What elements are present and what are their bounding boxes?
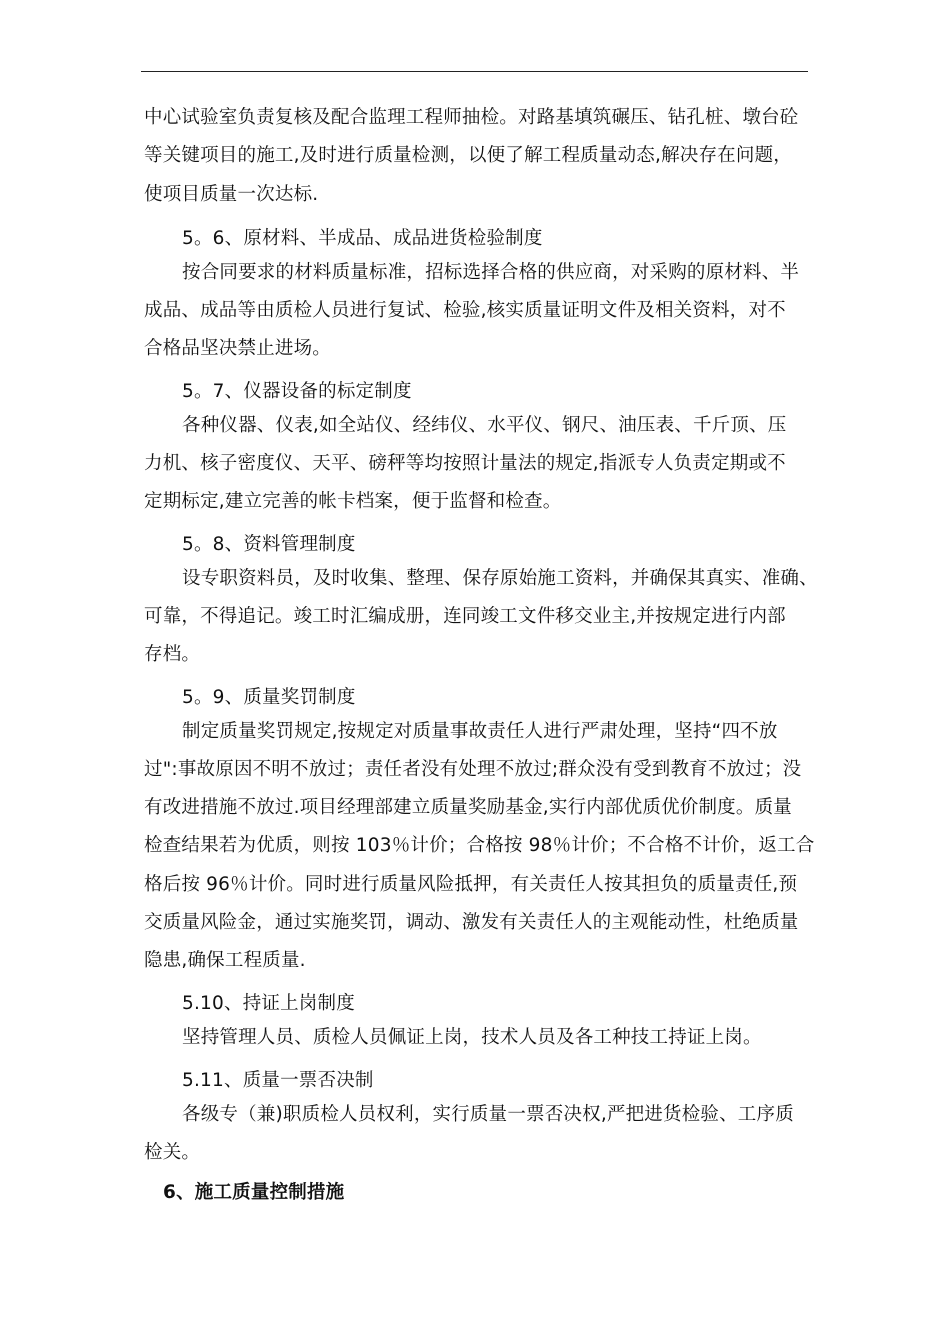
body-text-line: 有改进措施不放过.项目经理部建立质量奖励基金,实行内部优质优价制度。质量: [144, 797, 792, 818]
header-rule: [141, 71, 808, 72]
section-heading-5-7: 5。7、仪器设备的标定制度: [182, 381, 412, 402]
body-text-line: 按合同要求的材料质量标准，招标选择合格的供应商，对采购的原材料、半: [182, 262, 800, 283]
body-text-line: 成品、成品等由质检人员进行复试、检验,核实质量证明文件及相关资料，对不: [144, 300, 786, 321]
body-text-line: 格后按 96％计价。同时进行质量风险抵押，有关责任人按其担负的质量责任,预: [144, 874, 798, 895]
body-text-line: 可靠，不得追记。竣工时汇编成册，连同竣工文件移交业主,并按规定进行内部: [144, 606, 786, 627]
body-text-line: 隐患,确保工程质量.: [144, 950, 306, 971]
body-text-line: 过":事故原因不明不放过；责任者没有处理不放过;群众没有受到教育不放过；没: [144, 759, 802, 780]
body-text-line: 各种仪器、仪表,如全站仪、经纬仪、水平仪、钢尺、油压表、千斤顶、压: [182, 415, 787, 436]
body-text-line: 检关。: [144, 1142, 201, 1163]
chapter-heading-6: 6、施工质量控制措施: [163, 1182, 345, 1203]
section-heading-5-11: 5.11、质量一票否决制: [182, 1070, 374, 1091]
section-heading-5-6: 5。6、原材料、半成品、成品进货检验制度: [182, 228, 543, 249]
body-text-line: 制定质量奖罚规定,按规定对质量事故责任人进行严肃处理，坚持“四不放: [182, 721, 778, 742]
body-text-line: 力机、核子密度仪、天平、磅秤等均按照计量法的规定,指派专人负责定期或不: [144, 453, 786, 474]
section-heading-5-8: 5。8、资料管理制度: [182, 534, 356, 555]
body-text-line: 中心试验室负责复核及配合监理工程师抽检。对路基填筑碾压、钻孔桩、墩台砼: [144, 107, 799, 128]
body-text-line: 设专职资料员，及时收集、整理、保存原始施工资料，并确保其真实、准确、: [182, 568, 818, 589]
section-heading-5-9: 5。9、质量奖罚制度: [182, 687, 356, 708]
body-text-line: 坚持管理人员、质检人员佩证上岗，技术人员及各工种技工持证上岗。: [182, 1027, 762, 1048]
body-text-line: 定期标定,建立完善的帐卡档案，便于监督和检查。: [144, 491, 562, 512]
body-text-line: 交质量风险金，通过实施奖罚，调动、激发有关责任人的主观能动性，杜绝质量: [144, 912, 799, 933]
body-text-line: 存档。: [144, 644, 201, 665]
body-text-line: 合格品坚决禁止进场。: [144, 338, 332, 359]
body-text-line: 等关键项目的施工,及时进行质量检测，以便了解工程质量动态,解决存在问题，: [144, 145, 792, 166]
body-text-line: 检查结果若为优质，则按 103％计价；合格按 98％计价；不合格不计价，返工合: [144, 835, 815, 856]
section-heading-5-10: 5.10、持证上岗制度: [182, 993, 355, 1014]
body-text-line: 使项目质量一次达标.: [144, 184, 319, 205]
body-text-line: 各级专（兼)职质检人员权利，实行质量一票否决权,严把进货检验、工序质: [182, 1104, 794, 1125]
